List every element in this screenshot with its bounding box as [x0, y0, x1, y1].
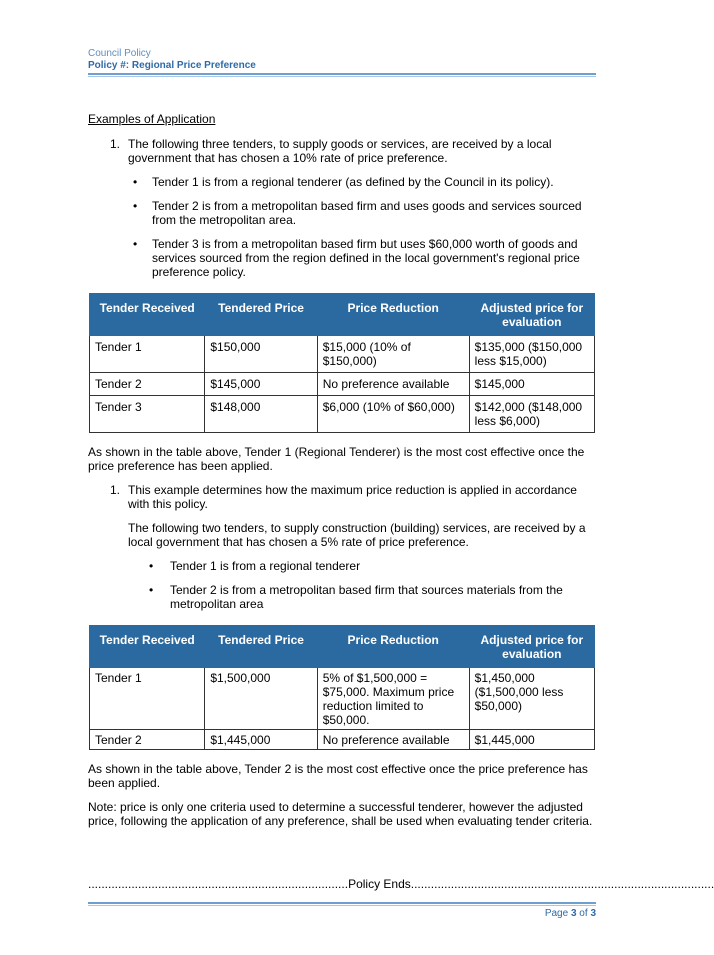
column-header: Tendered Price — [205, 626, 317, 668]
header-rule — [88, 73, 596, 75]
table-cell: Tender 2 — [90, 373, 205, 396]
table-cell: Tender 1 — [90, 336, 205, 373]
numbered-item — [88, 483, 596, 511]
table-cell: Tender 2 — [90, 730, 205, 750]
table-cell: No preference available — [317, 730, 469, 750]
table-cell: $142,000 ($148,000 less $6,000) — [469, 396, 594, 433]
column-header: Adjusted price for evaluation — [469, 626, 594, 668]
table-cell: $150,000 — [205, 336, 317, 373]
bullet-icon: • — [133, 175, 138, 189]
bullet-text: Tender 2 is from a metropolitan based firm and uses goods and services sourced from the metropolitan area. — [152, 199, 582, 227]
bullet-icon: • — [133, 199, 138, 213]
page-current: 3 — [570, 908, 577, 919]
table-cell: $15,000 (10% of $150,000) — [317, 336, 469, 373]
example-paragraph: The following two tenders, to supply construction (building) services, are received by a local government that has chosen a 5% rate of price preference. — [128, 521, 586, 549]
bullet-icon: • — [149, 583, 154, 597]
table-cell: Tender 3 — [90, 396, 205, 433]
bullet-text: Tender 1 is from a regional tenderer — [170, 559, 361, 573]
table-cell: $145,000 — [469, 373, 594, 396]
footer-rule-thin — [88, 905, 596, 906]
column-header: Tender Received — [90, 294, 205, 336]
table-cell: $145,000 — [205, 373, 317, 396]
note-paragraph: Note: price is only one criteria used to determine a successful tenderer, however the adjusted price, following the application of any preference, shall be used when evaluating tender criteria. — [88, 800, 593, 828]
column-header: Adjusted price for evaluation — [469, 294, 594, 336]
policy-ends-text: Policy Ends — [348, 877, 411, 891]
page-prefix: Page — [544, 908, 571, 919]
header-rule-thin — [88, 76, 596, 77]
bullet-item — [88, 237, 596, 279]
section-title: Examples of Application — [88, 112, 216, 126]
item-number: 1. — [110, 483, 121, 497]
table-cell: 5% of $1,500,000 = $75,000. Maximum price reduction limited to $50,000. — [317, 668, 469, 730]
table-cell: No preference available — [317, 373, 469, 396]
item-number: 1. — [110, 137, 121, 151]
tender-table-2 — [89, 625, 595, 750]
footer-rule — [88, 902, 596, 904]
bullet-text: Tender 1 is from a regional tenderer (as defined by the Council in its policy). — [152, 175, 554, 189]
table-header-row — [90, 294, 595, 336]
bullet-text: Tender 2 is from a metropolitan based firm that sources materials from the metropolitan area — [170, 583, 563, 611]
column-header: Tendered Price — [205, 294, 317, 336]
bullet-item — [88, 559, 596, 573]
table-cell: $1,500,000 — [205, 668, 317, 730]
page-sep: of — [576, 908, 591, 919]
tender-table-1 — [89, 293, 595, 433]
bullet-item — [88, 199, 596, 227]
table-row — [90, 730, 595, 750]
bullet-text: Tender 3 is from a metropolitan based firm but uses $60,000 worth of goods and services sourced from the region defined in the local government's regional price preference policy. — [152, 237, 580, 279]
item-text: This example determines how the maximum price reduction is applied in accordance with this policy. — [128, 483, 577, 511]
column-header: Price Reduction — [317, 294, 469, 336]
table-row — [90, 396, 595, 433]
table-row — [90, 668, 595, 730]
page-total: 3 — [590, 908, 596, 919]
item-text: The following three tenders, to supply goods or services, are received by a local government that has chosen a 10% rate of price preference. — [128, 137, 552, 165]
table-row — [90, 336, 595, 373]
header-policy-title: Policy #: Regional Price Preference — [88, 60, 256, 71]
numbered-item — [88, 137, 596, 165]
bullet-item — [88, 583, 596, 611]
dot-leader: ........................................................................................... — [410, 877, 714, 891]
table-cell: $1,445,000 — [469, 730, 594, 750]
table-cell: $1,445,000 — [205, 730, 317, 750]
conclusion-paragraph: As shown in the table above, Tender 2 is the most cost effective once the price preference has been applied. — [88, 762, 588, 790]
policy-ends-line — [88, 877, 714, 891]
conclusion-paragraph: As shown in the table above, Tender 1 (Regional Tenderer) is the most cost effective once the price preference has been applied. — [88, 445, 585, 473]
dot-leader: .............................................................................. — [88, 877, 349, 891]
document-body — [88, 112, 596, 838]
bullet-icon: • — [149, 559, 154, 573]
bullet-icon: • — [133, 237, 138, 251]
table-cell: $1,450,000 ($1,500,000 less $50,000) — [469, 668, 594, 730]
page-number — [545, 908, 596, 919]
table-cell: $6,000 (10% of $60,000) — [317, 396, 469, 433]
bullet-item — [88, 175, 596, 189]
column-header: Price Reduction — [317, 626, 469, 668]
table-cell: $148,000 — [205, 396, 317, 433]
table-cell: Tender 1 — [90, 668, 205, 730]
header-council-policy: Council Policy — [88, 48, 151, 59]
column-header: Tender Received — [90, 626, 205, 668]
table-header-row — [90, 626, 595, 668]
table-cell: $135,000 ($150,000 less $15,000) — [469, 336, 594, 373]
table-row — [90, 373, 595, 396]
